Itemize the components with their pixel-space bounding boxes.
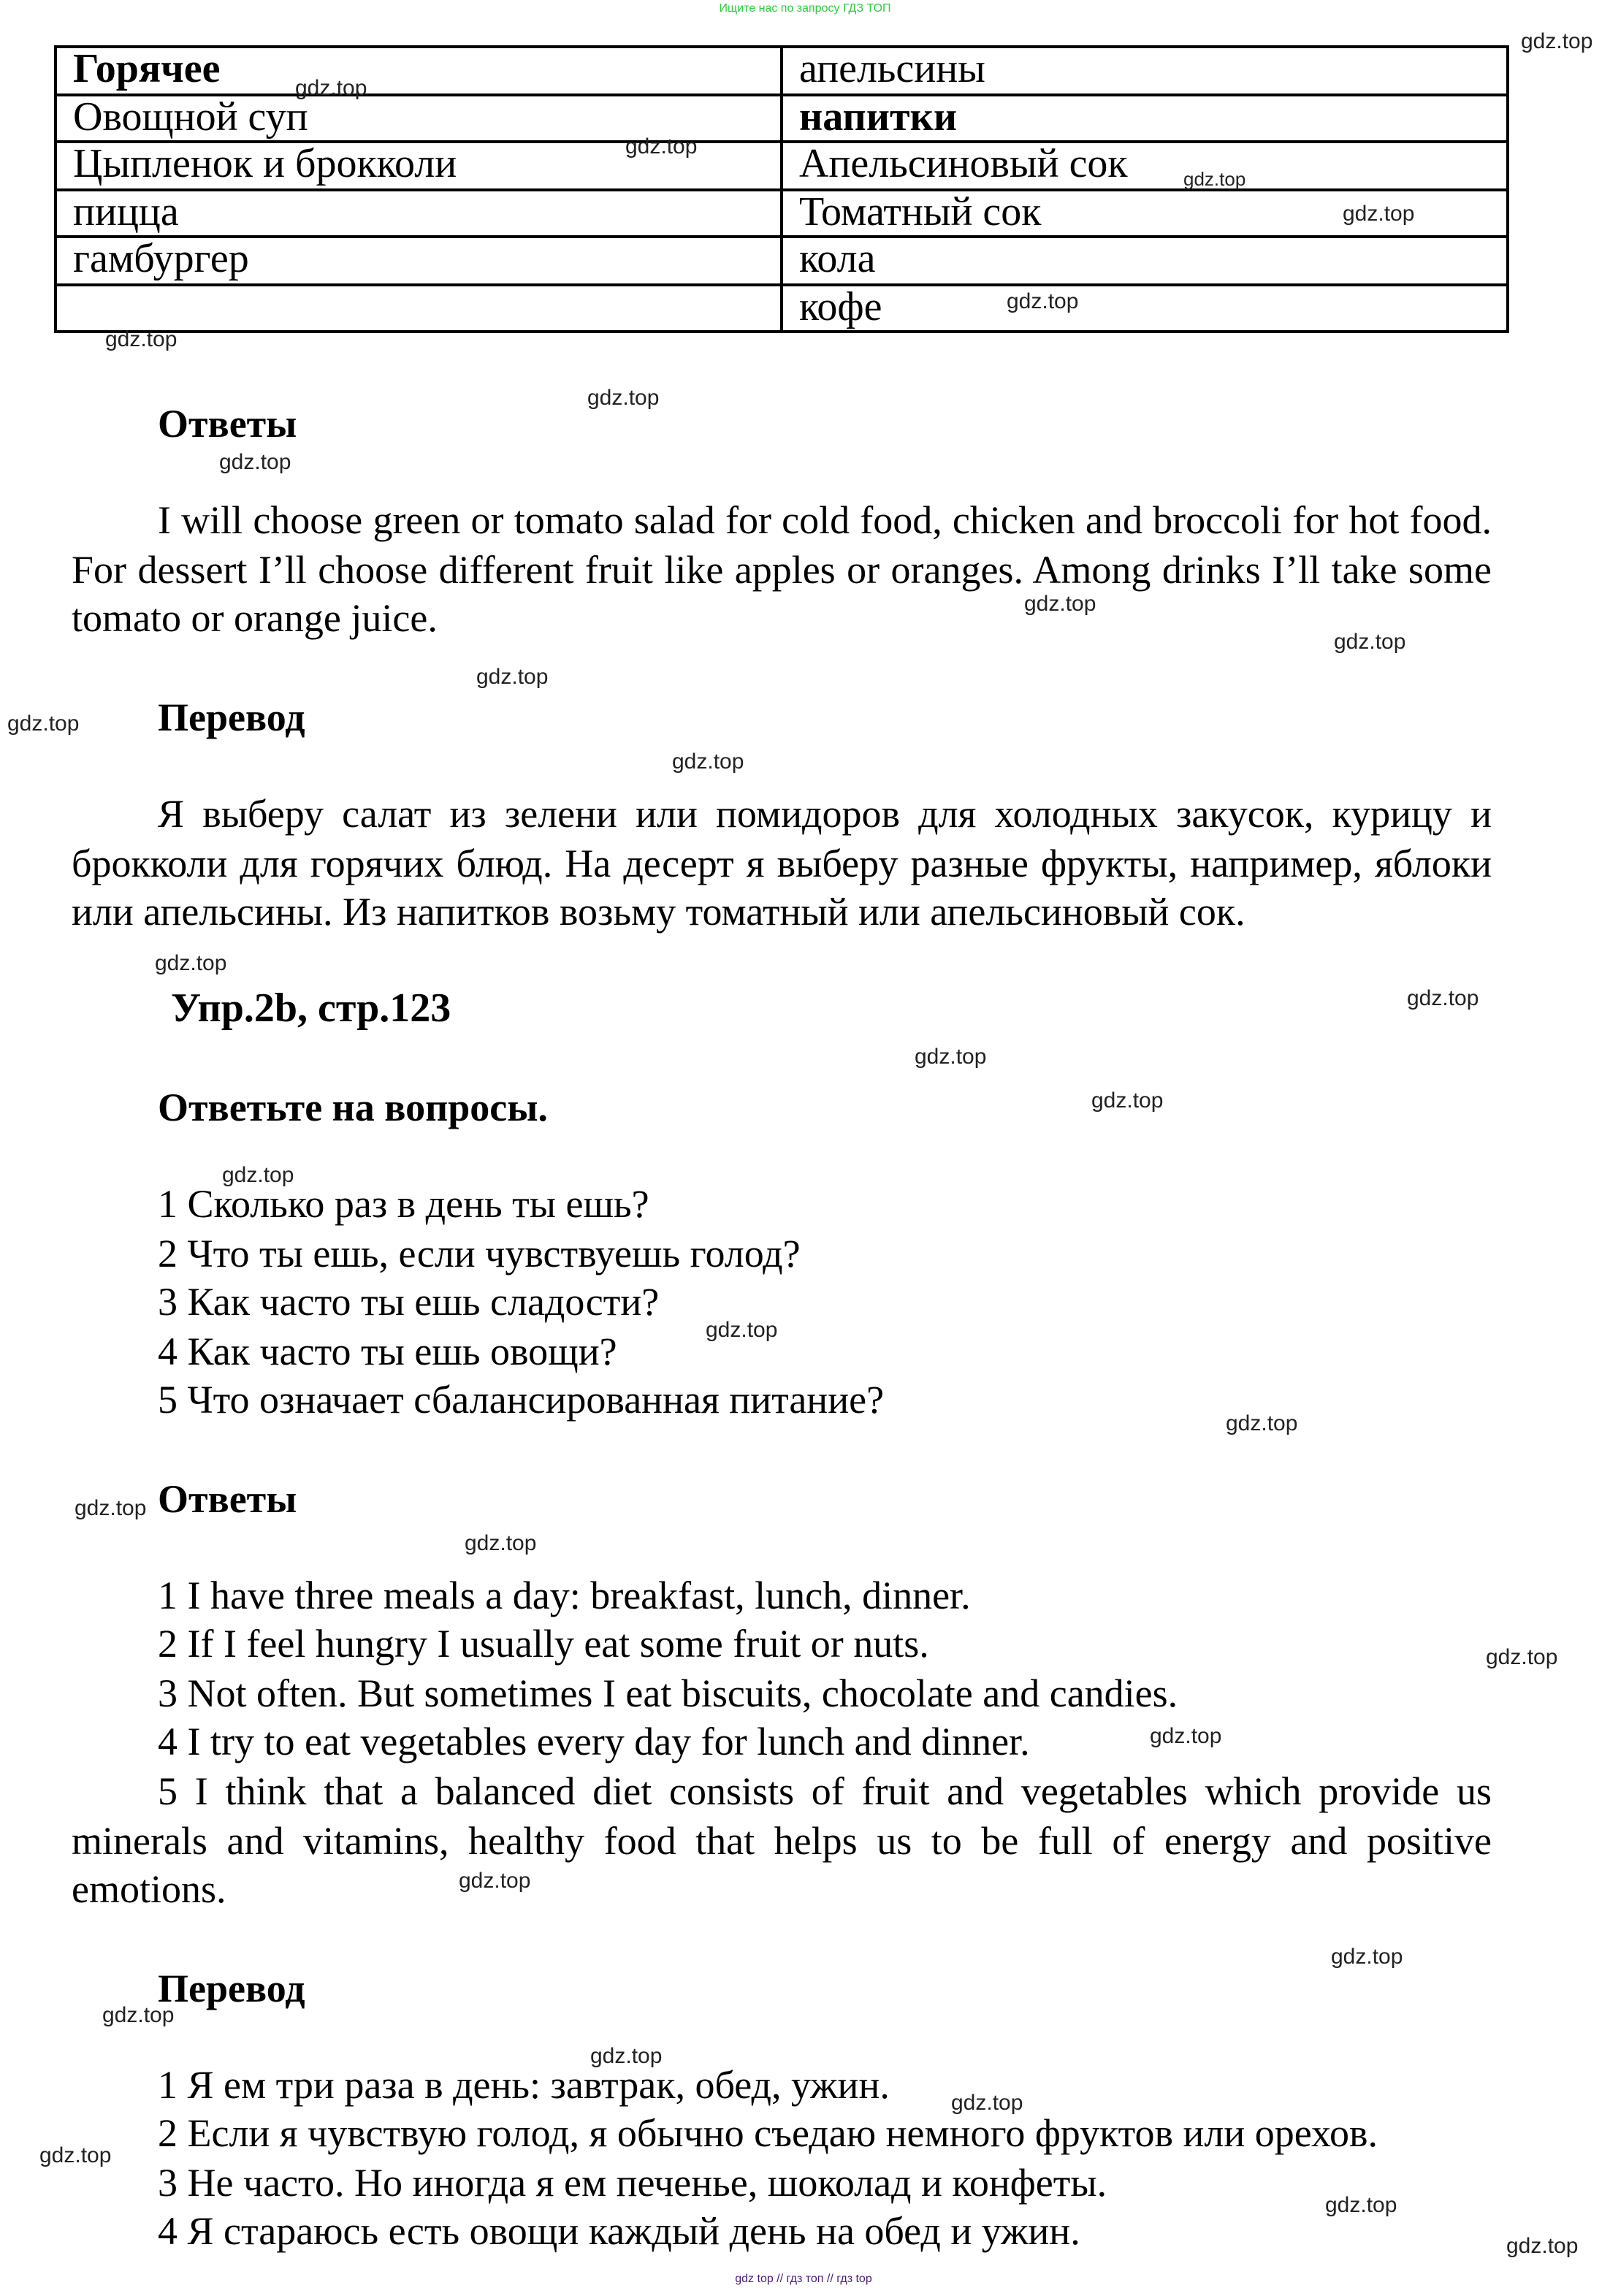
translation-item: 1 Я ем три раза в день: завтрак, обед, ужин.	[158, 2063, 890, 2107]
table-cell: кофе	[782, 284, 1508, 332]
table-row	[56, 284, 1508, 332]
watermark: gdz.top	[1521, 29, 1593, 54]
answers-heading: Ответы	[158, 1477, 297, 1521]
watermark: gdz.top	[1024, 592, 1096, 617]
translation-heading: Перевод	[158, 695, 305, 739]
question-item: 3 Как часто ты ешь сладости?	[158, 1280, 660, 1324]
translation-paragraph: Я выберу салат из зелени или помидоров для холодных закусок, курицу и брокколи для горячих блюд. На десерт я выберу разные фрукты, например, яблоки или апельсины. Из напитков возьму томатный или апельсиновый сок.	[72, 792, 1492, 934]
watermark: gdz.top	[295, 76, 367, 101]
watermark: gdz.top	[39, 2143, 112, 2168]
answer-paragraph: I will choose green or tomato salad for cold food, chicken and broccoli for hot food. For dessert I’ll choose different fruit like apples or oranges. Among drinks I’ll take some tomato or orange juice.	[72, 498, 1492, 640]
watermark: gdz.top	[219, 450, 291, 475]
watermark: gdz.top	[1334, 630, 1406, 655]
translation-item: 4 Я стараюсь есть овощи каждый день на обед и ужин.	[158, 2209, 1080, 2253]
table-cell: Цыпленок и брокколи	[56, 142, 782, 189]
answers-heading: Ответы	[158, 402, 297, 446]
table-row	[56, 237, 1508, 284]
watermark: gdz.top	[706, 1318, 778, 1343]
question-item: 4 Как часто ты ешь овощи?	[158, 1330, 617, 1373]
watermark: gdz.top	[1331, 1945, 1403, 1969]
translation-item: 2 Если я чувствую голод, я обычно съедаю немного фруктов или орехов.	[158, 2111, 1378, 2155]
watermark: gdz.top	[1325, 2193, 1397, 2218]
question-item: 5 Что означает сбалансированная питание?	[158, 1378, 885, 1422]
watermark: gdz.top	[625, 134, 698, 159]
question-item: 1 Сколько раз в день ты ешь?	[158, 1182, 649, 1226]
answer-item: 5 I think that a balanced diet consists of fruit and vegetables which provide us minerals and vitamins, healthy food that helps us to be full of energy and positive emotions.	[72, 1769, 1492, 1911]
watermark: gdz.top	[1506, 2234, 1579, 2259]
watermark: gdz.top	[587, 386, 660, 411]
table-row	[56, 142, 1508, 189]
watermark: gdz.top	[1486, 1645, 1558, 1670]
table-cell: Овощной суп	[56, 94, 782, 142]
watermark: gdz.top	[672, 750, 744, 774]
table-cell: пицца	[56, 189, 782, 237]
watermark: gdz.top	[915, 1045, 987, 1069]
table-cell: напитки	[782, 94, 1508, 142]
table-cell	[56, 284, 782, 332]
answer-item: 2 If I feel hungry I usually eat some fruit or nuts.	[158, 1622, 929, 1666]
table-cell: Томатный сок	[782, 189, 1508, 237]
watermark: gdz.top	[1150, 1724, 1222, 1749]
translation-heading: Перевод	[158, 1967, 305, 2010]
watermark: gdz.top	[1226, 1411, 1298, 1436]
watermark: gdz.top	[1407, 986, 1479, 1011]
watermark: gdz.top	[590, 2044, 663, 2069]
watermark: gdz.top	[951, 2091, 1023, 2116]
answer-item: 4 I try to eat vegetables every day for lunch and dinner.	[158, 1720, 1030, 1763]
exercise-task: Ответьте на вопросы.	[158, 1086, 548, 1129]
table-row	[56, 94, 1508, 142]
watermark: gdz.top	[222, 1163, 294, 1188]
table-cell: гамбургер	[56, 237, 782, 284]
answer-item: 3 Not often. But sometimes I eat biscuits, chocolate and candies.	[158, 1671, 1178, 1715]
table-row	[56, 47, 1508, 94]
watermark: gdz.top	[1007, 289, 1079, 314]
watermark: gdz.top	[105, 327, 178, 352]
watermark: gdz.top	[155, 951, 227, 976]
table-cell: Апельсиновый сок	[782, 142, 1508, 189]
header-banner[interactable]: Ищите нас по запросу ГДЗ ТОП	[719, 1, 891, 15]
question-item: 2 Что ты ешь, если чувствуешь голод?	[158, 1232, 801, 1275]
table-cell: кола	[782, 237, 1508, 284]
watermark: gdz.top	[102, 2003, 175, 2028]
watermark: gdz.top	[476, 665, 549, 690]
watermark: gdz.top	[459, 1869, 531, 1893]
watermark: gdz.top	[75, 1496, 147, 1521]
table-cell: апельсины	[782, 47, 1508, 94]
exercise-title: Упр.2b, стр.123	[171, 986, 451, 1031]
watermark: gdz.top	[1183, 168, 1246, 190]
watermark: gdz.top	[1091, 1088, 1164, 1113]
footer-banner[interactable]: gdz top // гдз топ // гдз top	[735, 2272, 872, 2285]
watermark: gdz.top	[1343, 202, 1415, 226]
table-cell: Горячее	[56, 47, 782, 94]
watermark: gdz.top	[465, 1531, 537, 1556]
translation-item: 3 Не часто. Но иногда я ем печенье, шоколад и конфеты.	[158, 2161, 1107, 2205]
answer-item: 1 I have three meals a day: breakfast, lunch, dinner.	[158, 1574, 971, 1617]
watermark: gdz.top	[7, 712, 80, 736]
menu-table	[54, 45, 1509, 333]
table-row	[56, 189, 1508, 237]
